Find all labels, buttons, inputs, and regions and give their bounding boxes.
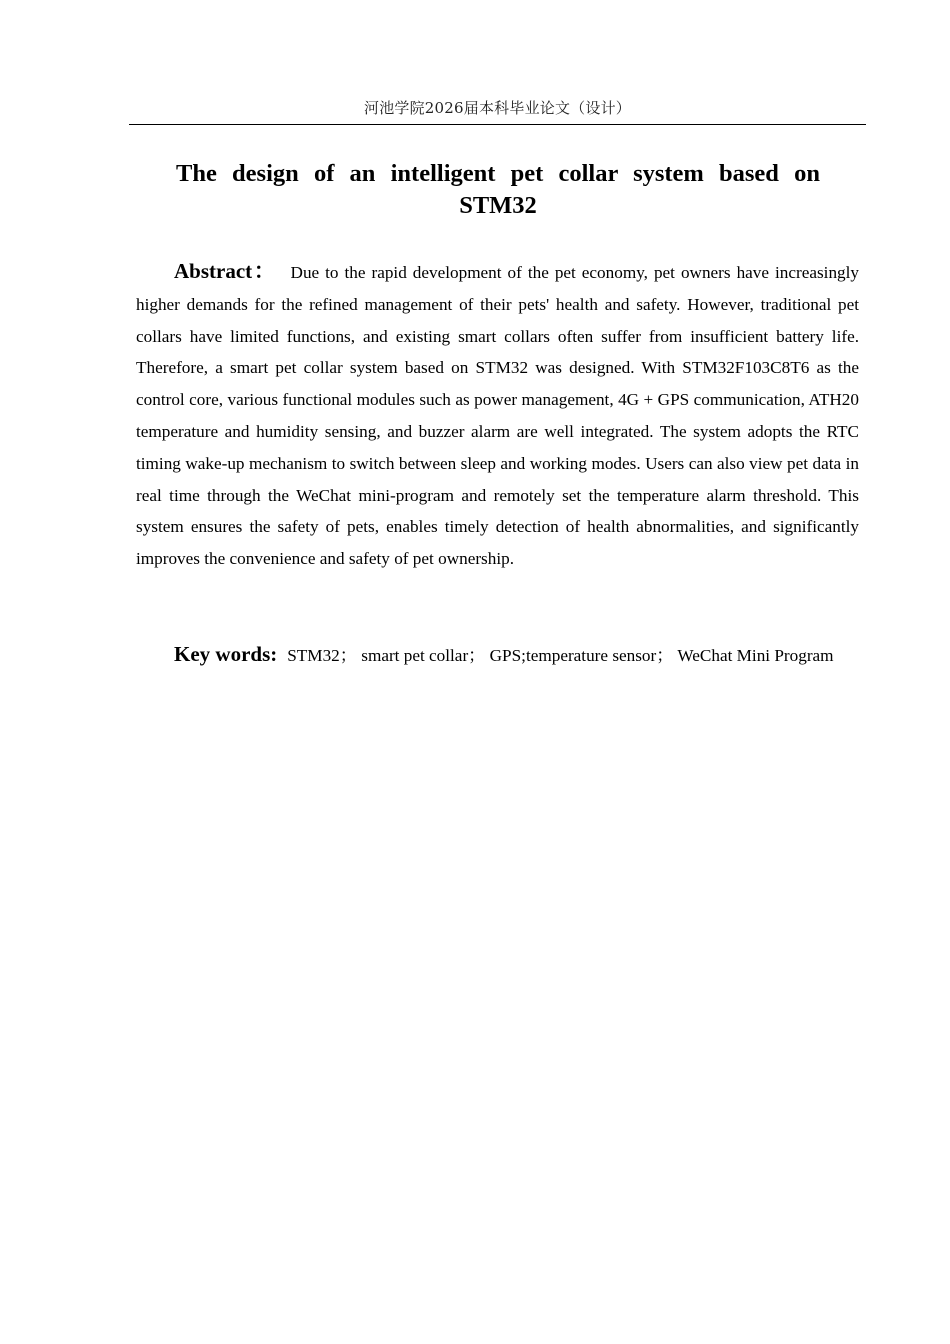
abstract-text: Due to the rapid development of the pet economy, pet owners have increasingly higher demands for the refined management of their pets' health and safety. However, traditional pet collars have limited functions, and existing smart collars often suffer from insufficient battery life. Therefore, a smart pet collar system based on STM32 was designed. With STM32F103C8T6 as the control core, various functional modules such as power management, 4G + GPS communication, ATH20 temperature and humidity sensing, and buzzer alarm are well integrated. The system adopts the RTC timing wake-up mechanism to switch between sleep and working modes. Users can also view pet data in real time through the WeChat mini-program and remotely set the temperature alarm threshold. This system ensures the safety of pets, enables timely detection of health abnormalities, and significantly improves the convenience and safety of pet ownership. xyxy=(136,263,859,569)
keywords-label: Key words: xyxy=(174,642,278,666)
keywords-text: STM32； smart pet collar； GPS;temperature sensor； WeChat Mini Program xyxy=(287,646,834,665)
running-header xyxy=(129,98,866,125)
running-header-text: 河池学院2026届本科毕业论文（设计） xyxy=(364,99,631,117)
keywords-paragraph xyxy=(136,639,859,671)
abstract-paragraph xyxy=(136,256,859,575)
abstract-label: Abstract： xyxy=(174,259,277,283)
paper-title: The design of an intelligent pet collar system based on STM32 xyxy=(176,160,820,219)
